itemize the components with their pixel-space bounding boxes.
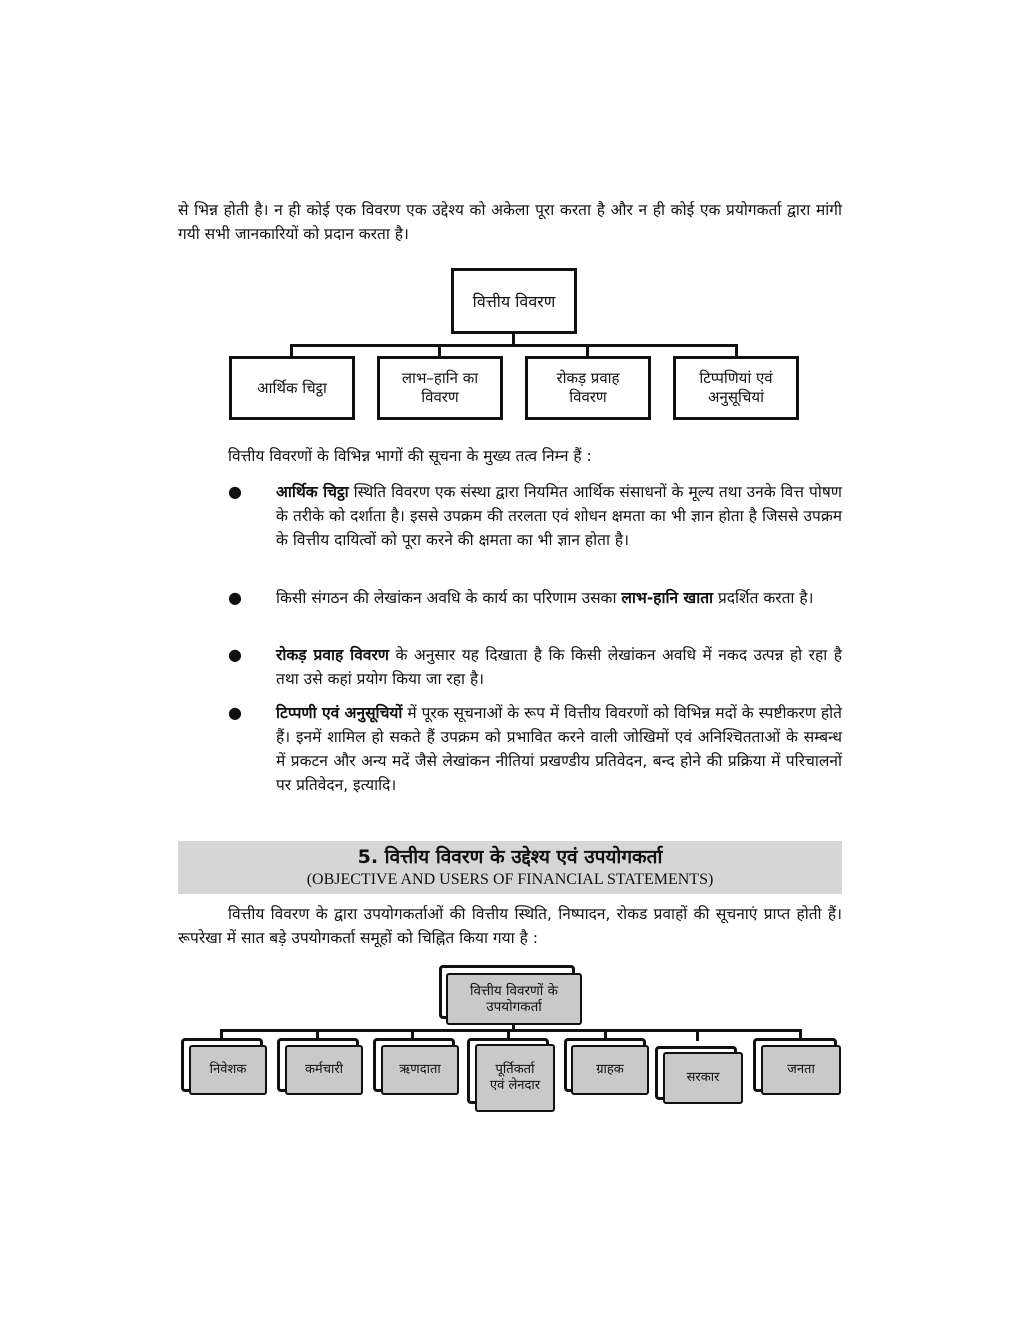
diagram1-root: वित्तीय विवरण bbox=[451, 268, 577, 334]
bullet-bold-term: आर्थिक चिट्ठा bbox=[276, 483, 349, 501]
bullet-bold-term: लाभ-हानि खाता bbox=[621, 589, 714, 607]
user-box-government: सरकार bbox=[663, 1052, 743, 1104]
bullet-text: के अनुसार यह दिखाता है कि किसी लेखांकन अवधि में नकद उत्पन्न हो रहा है तथा उसे कहां प्रयोग किया जा रहा है। bbox=[276, 646, 842, 688]
diagram1-child-notes: टिप्पणियां एवं अनुसूचियां bbox=[673, 356, 799, 420]
connector bbox=[290, 344, 738, 347]
bullet-text: स्थिति विवरण एक संस्था द्वारा नियमित आर्थिक संसाधनों के मूल्य तथा उनके वित्त पोषण के तरीके को दर्शाता है। इससे उपक्रम की तरलता एवं शोधन क्षमता का भी ज्ञान होता है जिससे उपक्रम के वित्तीय दायित्वों को पूरा करने की क्षमता का भी ज्ञान होता है। bbox=[276, 483, 842, 549]
bullet-text: प्रदर्शित करता है। bbox=[713, 589, 814, 607]
section-title-en: (OBJECTIVE AND USERS OF FINANCIAL STATEMENTS) bbox=[306, 871, 714, 888]
bullet-text: किसी संगठन की लेखांकन अवधि के कार्य का परिणाम उसका bbox=[276, 589, 622, 607]
section-heading bbox=[178, 841, 842, 894]
connector bbox=[696, 1029, 699, 1041]
diagram1-child-profit-loss: लाभ–हानि का विवरण bbox=[377, 356, 503, 420]
user-box-supplier: पूर्तिकर्ता एवं लेनदार bbox=[475, 1044, 555, 1112]
user-box-customer: ग्राहक bbox=[571, 1045, 649, 1095]
bullet-bold-term: रोकड़ प्रवाह विवरण bbox=[276, 646, 389, 664]
bullet-icon: ● bbox=[228, 588, 242, 607]
bullet-bold-term: टिप्पणी एवं अनुसूचियों bbox=[276, 704, 403, 722]
section-title: 5. वित्तीय विवरण के उद्देश्य एवं उपयोगकर्ता bbox=[357, 846, 663, 868]
bullet-icon: ● bbox=[228, 703, 242, 722]
connector bbox=[220, 1029, 802, 1032]
section-paragraph: वित्तीय विवरण के द्वारा उपयोगकर्ताओं की वित्तीय स्थिति, निष्पादन, रोकड प्रवाहों की सूचनाएं प्राप्त होती हैं। रूपरेखा में सात बड़े उपयोगकर्ता समूहों को चिह्नित किया गया है : bbox=[178, 905, 842, 947]
bullet-icon: ● bbox=[228, 645, 242, 664]
user-box-investor: निवेशक bbox=[189, 1045, 267, 1095]
diagram1-child-cash-flow: रोकड़ प्रवाह विवरण bbox=[525, 356, 651, 420]
bullet-icon: ● bbox=[228, 482, 242, 501]
bullet-text: में पूरक सूचनाओं के रूप में वित्तीय विवरणों को विभिन्न मदों के स्पष्टीकरण होते हैं। इनमें शामिल हो सकते हैं उपक्रम को प्रभावित करने वाली जोखिमों एवं अनिश्चितताओं के सम्बन्ध में प्रकटन और अन्य मदें जैसे लेखांकन नीतियां प्रखण्डीय प्रतिवेदन, बन्द होने की प्रक्रिया में परिचालनों पर प्रतिवेदन, इत्यादि। bbox=[276, 704, 842, 794]
intro-line: वित्तीय विवरणों के विभिन्न भागों की सूचना के मुख्य तत्व निम्न हैं : bbox=[228, 447, 592, 465]
user-box-public: जनता bbox=[761, 1045, 841, 1095]
user-box-employee: कर्मचारी bbox=[285, 1045, 363, 1095]
user-box-lender: ऋणदाता bbox=[381, 1045, 459, 1095]
opening-paragraph: से भिन्न होती है। न ही कोई एक विवरण एक उद्देश्य को अकेला पूरा करता है और न ही कोई एक प्रयोगकर्ता द्वारा मांगी गयी सभी जानकारियों को प्रदान करता है। bbox=[178, 201, 842, 243]
diagram2-root: वित्तीय विवरणों के उपयोगकर्ता bbox=[446, 973, 582, 1025]
diagram1-child-balance-sheet: आर्थिक चिट्ठा bbox=[229, 356, 355, 420]
